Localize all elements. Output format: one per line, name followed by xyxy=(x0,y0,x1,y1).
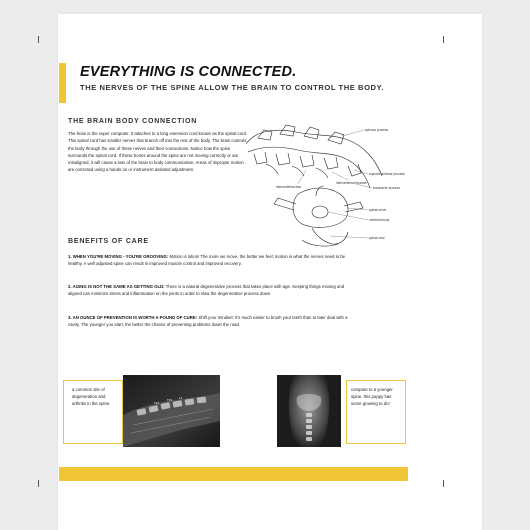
benefit-text: Motion is lotion! The more we move, the better we feel; motion is what the nerves need to be healthy. A well adjusted spine can result in improved muscle control and improved recovery. xyxy=(68,254,346,267)
xray-label: T12 xyxy=(154,401,160,405)
xray-label: L1 xyxy=(179,396,183,400)
label-spinal-nerve: spinal nerve xyxy=(369,208,387,212)
title-accent-bar xyxy=(59,63,66,103)
benefit-item xyxy=(68,314,358,329)
crop-mark-bottom-left xyxy=(38,480,46,487)
crop-mark-top-right xyxy=(436,36,444,43)
crop-mark-bottom-right xyxy=(436,480,444,487)
footer-accent-bar xyxy=(59,467,408,481)
brain-section-heading: THE BRAIN BODY CONNECTION xyxy=(68,118,198,125)
right-caption: compare to a younger spine. this puppy has some growing to do! xyxy=(351,387,393,406)
benefits-heading: BENEFITS OF CARE xyxy=(68,238,149,245)
label-vertebral-body: vertebral body xyxy=(369,218,390,222)
brain-section-body: The brain is the super computer. It attaches to a long extension cord known as the spinal cord. This spinal cord has smaller nerves that branch off into the rest of the body. The brain controls the body through the use of these nerves and their connections. Notice how the spine surrounds the spinal cord. If these bones around the spine are not moving correctly or are misaligned, it will cause a loss of the brain to body communication. Areas of improper motion are corrected using a hands on or instrument assisted adjustment. xyxy=(68,131,248,173)
benefit-lead: 2. AGING IS NOT THE SAME AS GETTING OLD: xyxy=(68,284,165,289)
benefit-text: There is a natural degenerative process that takes place with age. Keeping things moving and aligned can minimize stress and inflammation on the joints in order to slow the degenerative process down. xyxy=(68,284,345,297)
label-intervertebral-foramen: intervertebral foramen xyxy=(336,181,368,185)
benefit-text: Shift your mindset: it's much easier to brush your teeth than to later deal with a cavity. The younger you start, the better the chance of preventing problems down the road. xyxy=(68,315,348,328)
spine-diagram xyxy=(236,116,408,254)
label-spinal-cord: spinal cord xyxy=(369,236,385,240)
label-spinous-process: spinous process xyxy=(365,128,389,132)
label-intervertebral-disc: intervertebral disc xyxy=(276,185,302,189)
left-caption: a common site of degeneration and arthritis in the spine. xyxy=(72,387,111,406)
page-title: EVERYTHING IS CONNECTED. xyxy=(80,64,297,80)
label-transverse-process: transverse process xyxy=(373,186,400,190)
page-subtitle: THE NERVES OF THE SPINE ALLOW THE BRAIN TO CONTROL THE BODY. xyxy=(80,83,384,92)
benefit-item xyxy=(68,253,358,268)
benefit-lead: 1. WHEN YOU'RE MOVING - YOU'RE GROOVING: xyxy=(68,254,169,259)
xray-image-old-spine xyxy=(123,375,220,447)
xray-image-puppy-spine xyxy=(277,375,341,447)
crop-mark-top-left xyxy=(38,36,46,43)
benefit-lead: 3. AN OUNCE OF PREVENTION IS WORTH A POUND OF CURE: xyxy=(68,315,198,320)
label-superior-articular: superior articular process xyxy=(369,172,405,176)
xray-label: T13 xyxy=(167,398,173,402)
benefit-item xyxy=(68,283,358,298)
